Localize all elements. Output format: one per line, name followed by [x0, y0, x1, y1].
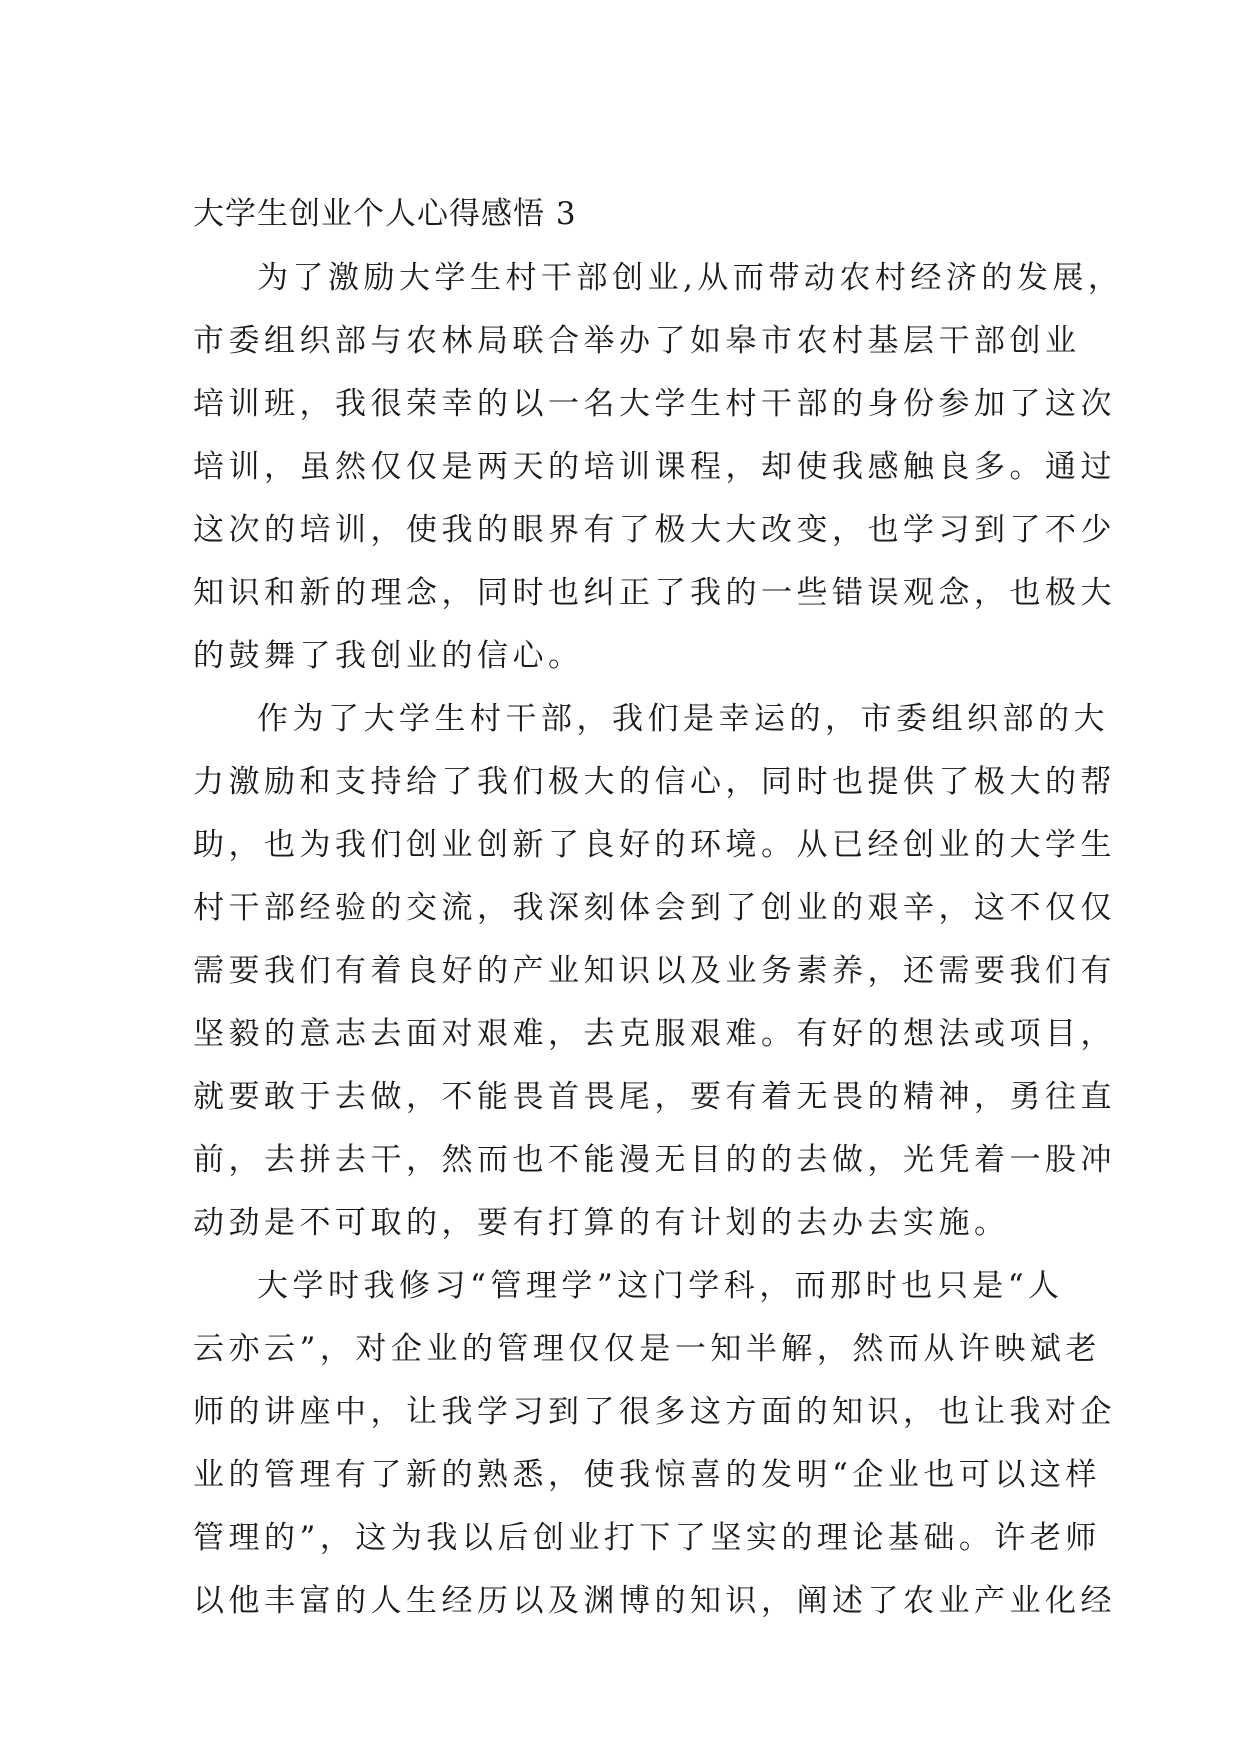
paragraph-2-line-6: 坚毅的意志去面对艰难，去克服艰难。有好的想法或项目，: [193, 1016, 1116, 1052]
paragraph-2-line-9: 动劲是不可取的，要有打算的有计划的去办去实施。: [193, 1205, 1010, 1241]
paragraph-3-line-6: 以他丰富的人生经历以及渊博的知识，阐述了农业产业化经: [193, 1583, 1116, 1619]
paragraph-2-line-1: 作为了大学生村干部，我们是幸运的，市委组织部的大: [257, 701, 1109, 737]
document-title: 大学生创业个人心得感悟 3: [193, 196, 577, 232]
paragraph-2-line-8: 前，去拼去干，然而也不能漫无目的的去做，光凭着一股冲: [193, 1142, 1116, 1178]
paragraph-1-line-7: 的鼓舞了我创业的信心。: [193, 638, 584, 674]
paragraph-3-line-1: 大学时我修习“管理学”这门学科，而那时也只是“人: [257, 1268, 1064, 1304]
paragraph-3-line-2: 云亦云”，对企业的管理仅仅是一知半解，然而从许映斌老: [193, 1331, 1101, 1367]
paragraph-2-line-7: 就要敢于去做，不能畏首畏尾，要有着无畏的精神，勇往直: [193, 1079, 1116, 1115]
paragraph-2-line-4: 村干部经验的交流，我深刻体会到了创业的艰辛，这不仅仅: [193, 890, 1116, 926]
paragraph-1-line-6: 知识和新的理念，同时也纠正了我的一些错误观念，也极大: [193, 575, 1116, 611]
paragraph-2-line-5: 需要我们有着良好的产业知识以及业务素养，还需要我们有: [193, 953, 1116, 989]
paragraph-2-line-2: 力激励和支持给了我们极大的信心，同时也提供了极大的帮: [193, 764, 1116, 800]
paragraph-3-line-5: 管理的”，这为我以后创业打下了坚实的理论基础。许老师: [193, 1520, 1101, 1556]
paragraph-3-line-3: 师的讲座中，让我学习到了很多这方面的知识，也让我对企: [193, 1394, 1116, 1430]
paragraph-1-line-5: 这次的培训，使我的眼界有了极大大改变，也学习到了不少: [193, 512, 1116, 548]
paragraph-3-line-4: 业的管理有了新的熟悉，使我惊喜的发明“企业也可以这样: [193, 1457, 1101, 1493]
paragraph-1-line-3: 培训班，我很荣幸的以一名大学生村干部的身份参加了这次: [193, 386, 1116, 422]
paragraph-1-line-1: 为了激励大学生村干部创业,从而带动农村经济的发展，: [257, 260, 1124, 296]
paragraph-1-line-4: 培训，虽然仅仅是两天的培训课程，却使我感触良多。通过: [193, 449, 1116, 485]
paragraph-2-line-3: 助，也为我们创业创新了良好的环境。从已经创业的大学生: [193, 827, 1116, 863]
paragraph-1-line-2: 市委组织部与农林局联合举办了如皋市农村基层干部创业: [193, 323, 1081, 359]
